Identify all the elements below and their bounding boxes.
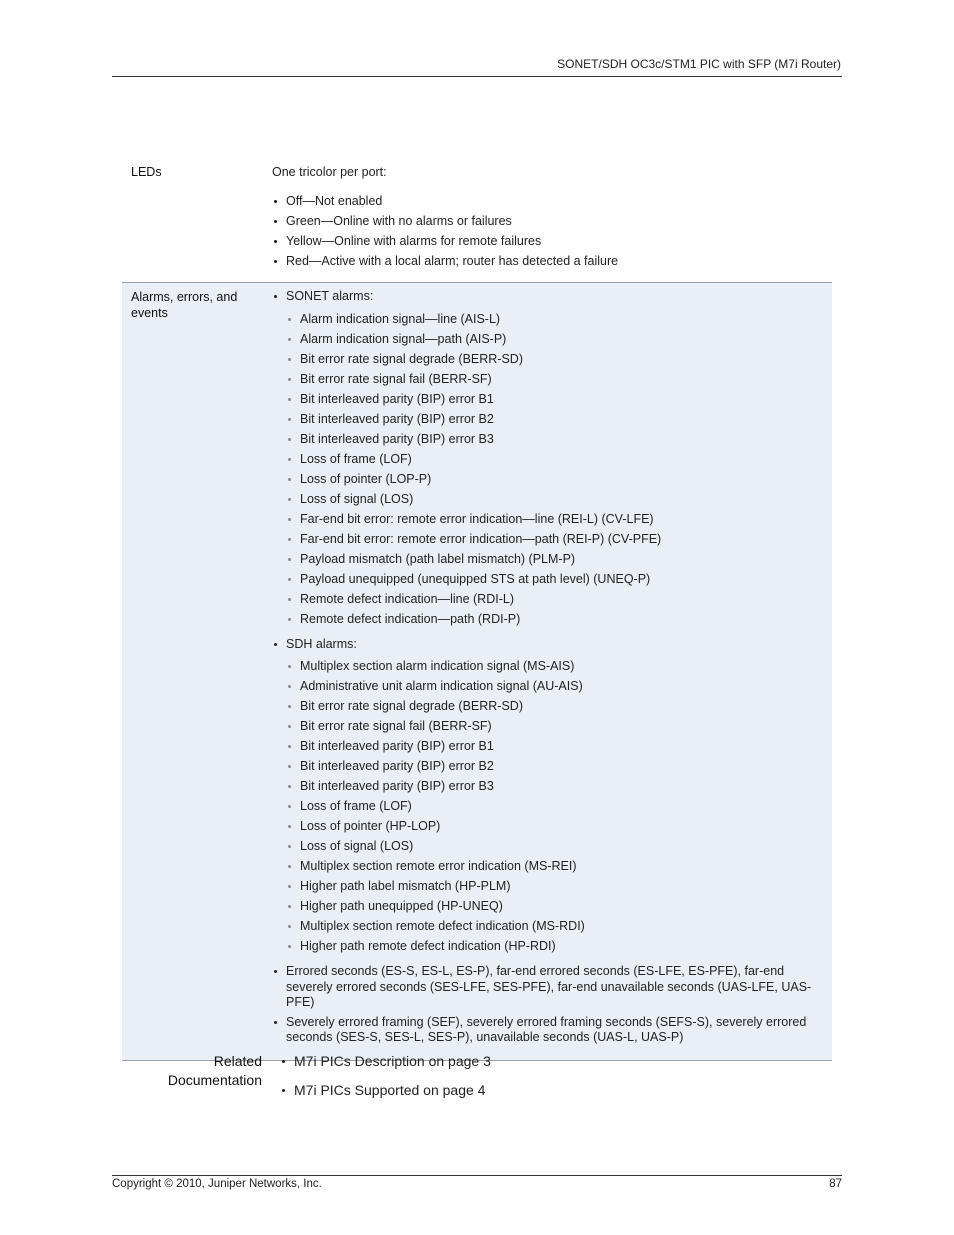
list-item: Bit error rate signal degrade (BERR-SD): [286, 696, 826, 716]
list-item: Loss of frame (LOF): [286, 796, 826, 816]
list-item: Bit interleaved parity (BIP) error B1: [286, 389, 826, 409]
leds-intro: One tricolor per port:: [272, 165, 387, 179]
list-item: Loss of pointer (LOP-P): [286, 469, 826, 489]
list-item: Alarm indication signal—line (AIS-L): [286, 309, 826, 329]
spec-table: [122, 160, 832, 1061]
row-content-leds: [272, 160, 832, 282]
related-label-line2: Documentation: [167, 1072, 262, 1088]
spec-row-alarms: [122, 282, 832, 1061]
list-item: Bit error rate signal fail (BERR-SF): [286, 716, 826, 736]
row-label-alarms: Alarms, errors, and events: [131, 290, 238, 320]
list-item: Bit error rate signal degrade (BERR-SD): [286, 349, 826, 369]
sonet-alarms-heading: SONET alarms:: [286, 289, 374, 303]
list-item: Payload unequipped (unequipped STS at path level) (UNEQ-P): [286, 569, 826, 589]
sdh-alarms-list: [286, 656, 826, 956]
list-item: Multiplex section remote error indication (MS-REI): [286, 856, 826, 876]
list-item: Off—Not enabled: [272, 194, 826, 210]
sonet-alarms-list: [286, 309, 826, 629]
list-item: Loss of signal (LOS): [286, 836, 826, 856]
errored-seconds-item: Errored seconds (ES-S, ES-L, ES-P), far-end errored seconds (ES-LFE, ES-PFE), far-end severely errored seconds (SES-LFE, SES-PFE), far-end unavailable seconds (UAS-LFE, UAS-PFE): [272, 964, 826, 1011]
running-header-title: SONET/SDH OC3c/STM1 PIC with SFP (M7i Router): [557, 57, 841, 71]
spec-row-leds: [122, 160, 832, 282]
list-item: Multiplex section alarm indication signal (MS-AIS): [286, 656, 826, 676]
list-item: Far-end bit error: remote error indication—path (REI-P) (CV-PFE): [286, 529, 826, 549]
list-item: Bit interleaved parity (BIP) error B1: [286, 736, 826, 756]
page-number: 87: [829, 1178, 842, 1190]
row-content-alarms: [272, 283, 832, 1060]
related-documentation-label: [122, 1052, 262, 1110]
list-item: Remote defect indication—path (RDI-P): [286, 609, 826, 629]
row-label-leds: LEDs: [131, 165, 162, 179]
related-documentation: [122, 1052, 832, 1110]
related-label-line1: Related: [213, 1053, 262, 1069]
list-item: Bit interleaved parity (BIP) error B3: [286, 776, 826, 796]
list-item: Alarm indication signal—path (AIS-P): [286, 329, 826, 349]
list-item: Higher path label mismatch (HP-PLM): [286, 876, 826, 896]
list-item: Bit error rate signal fail (BERR-SF): [286, 369, 826, 389]
leds-list: [272, 194, 826, 270]
list-item: Far-end bit error: remote error indication—line (REI-L) (CV-LFE): [286, 509, 826, 529]
list-item: Bit interleaved parity (BIP) error B2: [286, 409, 826, 429]
footer-copyright: Copyright © 2010, Juniper Networks, Inc.: [112, 1178, 322, 1190]
list-item: Yellow—Online with alarms for remote failures: [272, 234, 826, 250]
related-links-list: [280, 1052, 491, 1110]
list-item: Green—Online with no alarms or failures: [272, 214, 826, 230]
sdh-alarms-heading: SDH alarms:: [286, 636, 357, 651]
list-item: Higher path unequipped (HP-UNEQ): [286, 896, 826, 916]
list-item: Administrative unit alarm indication signal (AU-AIS): [286, 676, 826, 696]
sonet-alarms-item: [272, 289, 826, 629]
list-item: Bit interleaved parity (BIP) error B2: [286, 756, 826, 776]
list-item: Payload mismatch (path label mismatch) (PLM-P): [286, 549, 826, 569]
related-link-pics-description[interactable]: M7i PICs Description on page 3: [280, 1052, 491, 1071]
sdh-alarms-item: [272, 637, 826, 957]
alarm-list: [272, 289, 826, 1046]
header-rule: [112, 76, 842, 77]
list-item: Loss of frame (LOF): [286, 449, 826, 469]
related-link-pics-supported[interactable]: M7i PICs Supported on page 4: [280, 1081, 491, 1100]
list-item: Loss of signal (LOS): [286, 489, 826, 509]
list-item: Higher path remote defect indication (HP-RDI): [286, 936, 826, 956]
list-item: Remote defect indication—line (RDI-L): [286, 589, 826, 609]
severely-errored-item: Severely errored framing (SEF), severely errored framing seconds (SEFS-S), severely errored seconds (SES-S, SES-L, SES-P), unavailable seconds (UAS-L, UAS-P): [272, 1015, 826, 1046]
footer-rule: [112, 1175, 842, 1176]
list-item: Bit interleaved parity (BIP) error B3: [286, 429, 826, 449]
list-item: Loss of pointer (HP-LOP): [286, 816, 826, 836]
list-item: Multiplex section remote defect indication (MS-RDI): [286, 916, 826, 936]
list-item: Red—Active with a local alarm; router has detected a failure: [272, 254, 826, 270]
